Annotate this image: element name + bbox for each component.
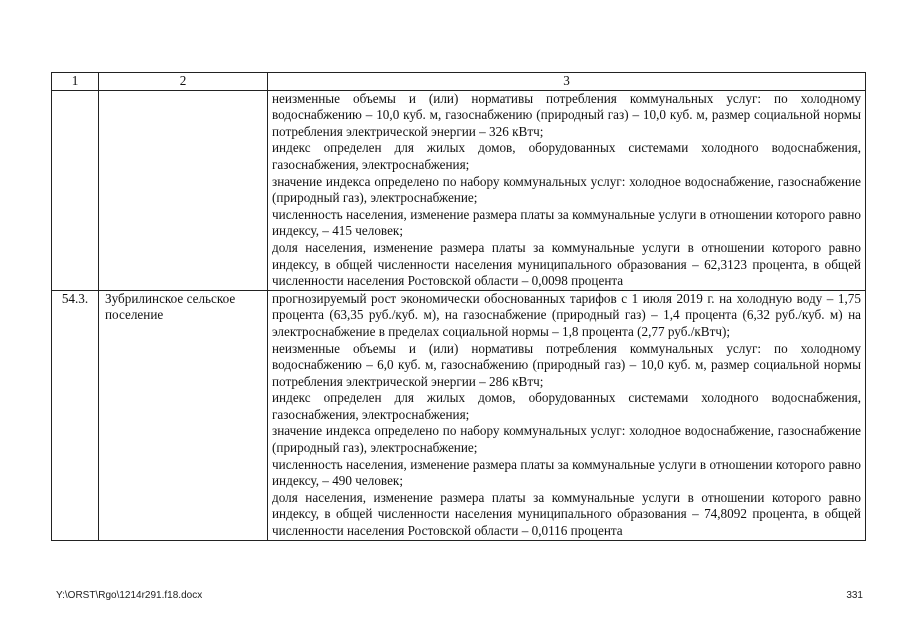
row-settlement-name [99, 90, 268, 290]
row-settlement-name: Зубрилинское сельское поселение [99, 290, 268, 540]
paragraph: доля населения, изменение размера платы за коммунальные услуги в отношении которого равно индексу, в общей численности населения муниципального образования – 62,3123 процента, в общей численности населения Ростовской области – 0,0098 процента [272, 239, 861, 289]
paragraph: доля населения, изменение размера платы за коммунальные услуги в отношении которого равно индексу, в общей численности населения муниципального образования – 74,8092 процента, в общей численности населения Ростовской области – 0,0116 процента [272, 489, 861, 539]
row-number [52, 90, 99, 290]
row-description [268, 90, 866, 290]
table-row [52, 290, 866, 540]
paragraph: индекс определен для жилых домов, оборудованных системами холодного водоснабжения, газоснабжения, электроснабжения; [272, 390, 861, 422]
footer-page-number: 331 [846, 590, 863, 601]
table-row [52, 90, 866, 290]
paragraph: индекс определен для жилых домов, оборудованных системами холодного водоснабжения, газоснабжения, электроснабжения; [272, 140, 861, 172]
paragraph: значение индекса определено по набору коммунальных услуг: холодное водоснабжение, газоснабжение (природный газ), электроснабжение; [272, 423, 861, 456]
paragraph: прогнозируемый рост экономически обоснованных тарифов с 1 июля 2019 г. на холодную воду – 1,75 процента (63,35 руб./куб. м), на газоснабжение (природный газ) – 1,4 процента (6,32 руб./куб. м) на электроснабжение в пределах социальной нормы – 1,8 процента (2,77 руб./кВтч); [272, 290, 861, 339]
paragraph: численность населения, изменение размера платы за коммунальные услуги в отношении которого равно индексу, – 415 человек; [272, 206, 861, 239]
footer-file-path: Y:\ORST\Rgo\1214r291.f18.docx [56, 590, 203, 601]
document-table [51, 72, 866, 541]
row-number: 54.3. [52, 290, 99, 540]
header-col-2: 2 [99, 73, 268, 91]
paragraph: численность населения, изменение размера платы за коммунальные услуги в отношении которого равно индексу, – 490 человек; [272, 456, 861, 489]
paragraph: значение индекса определено по набору коммунальных услуг: холодное водоснабжение, газоснабжение (природный газ), электроснабжение; [272, 173, 861, 206]
table-header-row [52, 73, 866, 91]
header-col-3: 3 [268, 73, 866, 91]
paragraph: неизменные объемы и (или) нормативы потребления коммунальных услуг: по холодному водоснабжению – 10,0 куб. м, газоснабжению (природный газ) – 10,0 куб. м, размер социальной нормы потребления электрической энергии – 326 кВтч; [272, 90, 861, 139]
header-col-1: 1 [52, 73, 99, 91]
paragraph: неизменные объемы и (или) нормативы потребления коммунальных услуг: по холодному водоснабжению – 6,0 куб. м, газоснабжению (природный газ) – 10,0 куб. м, размер социальной нормы потребления электрической энергии – 286 кВтч; [272, 340, 861, 389]
row-description [268, 290, 866, 540]
